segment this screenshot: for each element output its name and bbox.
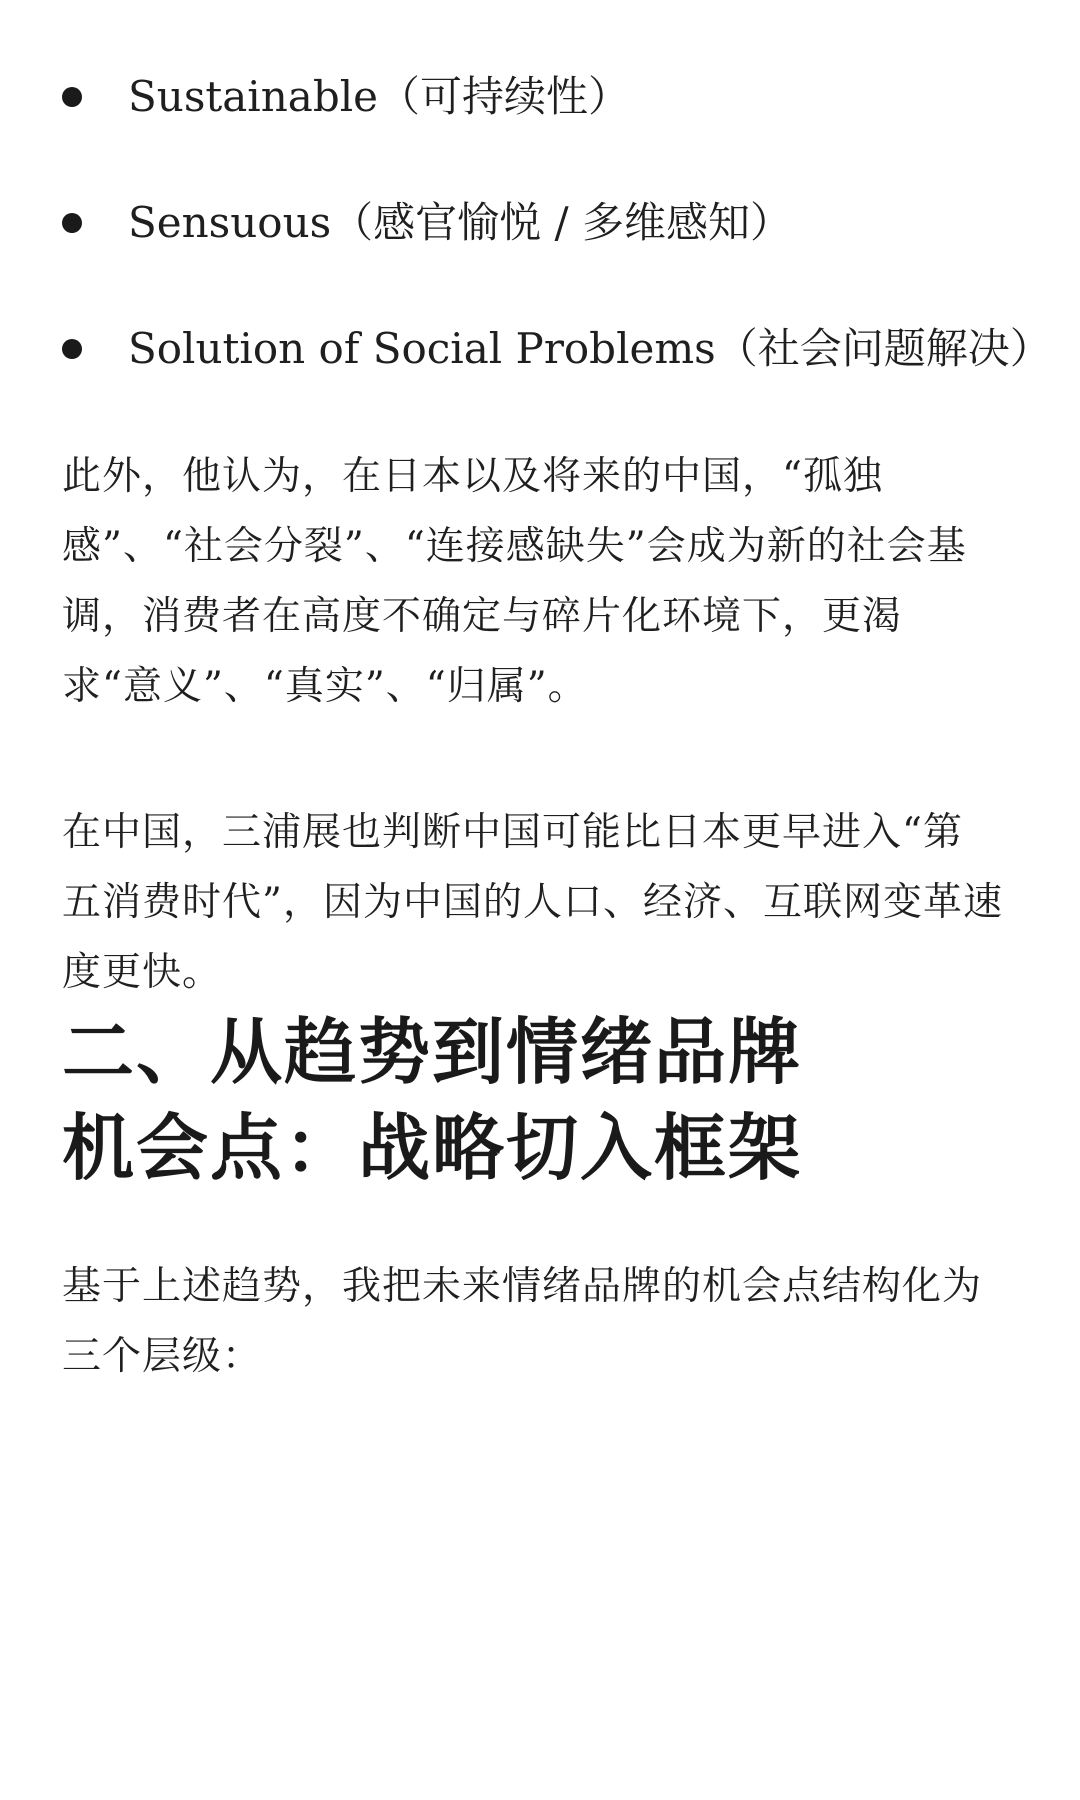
list-item-text: Sustainable（可持续性）	[128, 72, 630, 121]
paragraph: 此外，他认为，在日本以及将来的中国，“孤独 感”、“社会分裂”、“连接感缺失”会成为新的社会基 调，消费者在高度不确定与碎片化环境下，更渴 求“意义”、“真实”、“归属”。	[62, 454, 967, 709]
bullet-dot-icon	[62, 339, 82, 359]
bullet-dot-icon	[62, 213, 82, 233]
list-item-text: Sensuous（感官愉悦 / 多维感知）	[128, 198, 793, 247]
paragraph: 基于上述趋势，我把未来情绪品牌的机会点结构化为 三个层级：	[62, 1264, 983, 1379]
paragraph: 在中国，三浦展也判断中国可能比日本更早进入“第 五消费时代”，因为中国的人口、经济、互联网变革速 度更快。	[62, 810, 1003, 995]
section-heading: 二、从趋势到情绪品牌 机会点：战略切入框架	[62, 1009, 803, 1190]
list-item-text: Solution of Social Problems（社会问题解决）	[128, 324, 1052, 373]
bullet-dot-icon	[62, 87, 82, 107]
